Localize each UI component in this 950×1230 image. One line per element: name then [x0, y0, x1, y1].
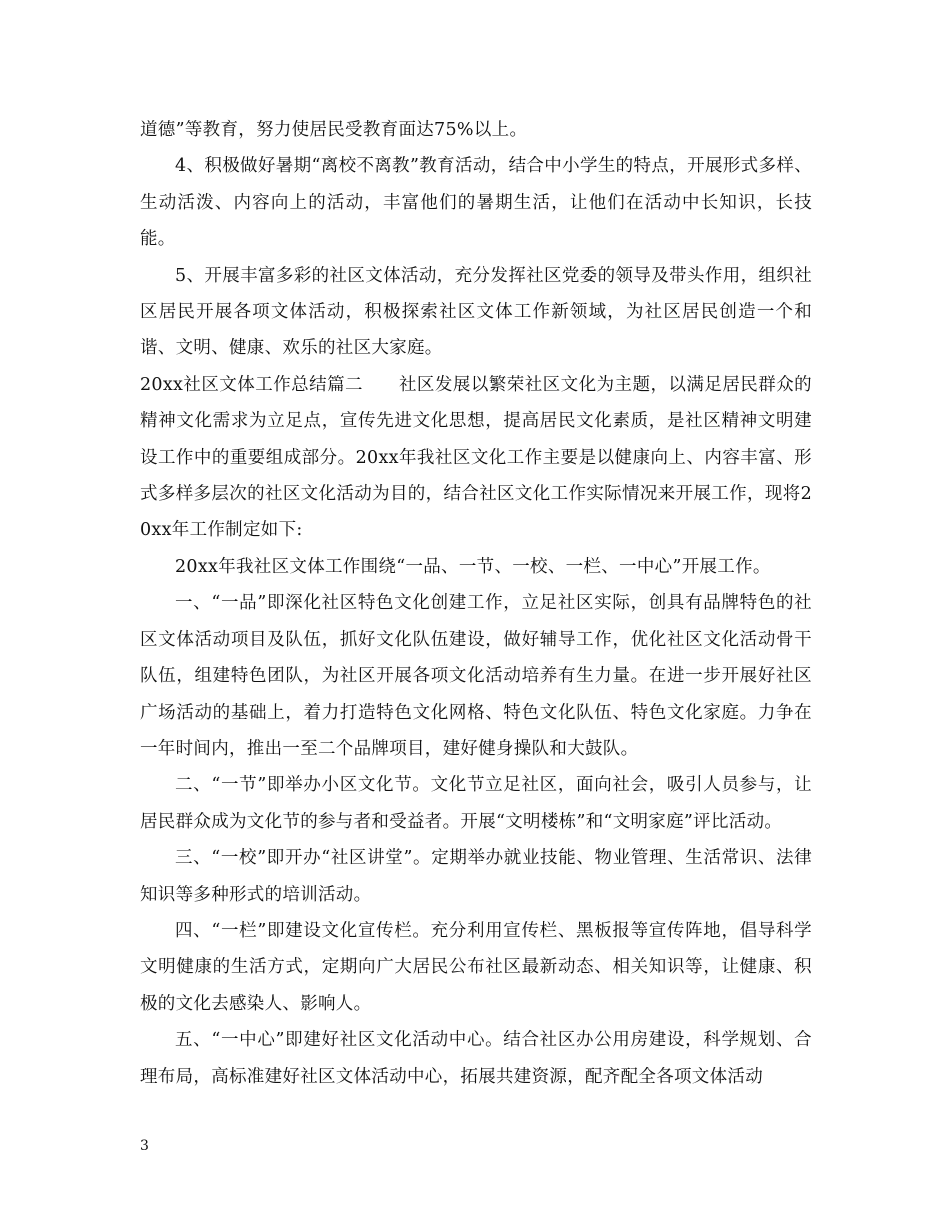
paragraph-10: 五、“一中心”即建好社区文化活动中心。结合社区办公用房建设，科学规划、合理布局，高标准建好社区文体活动中心，拓展共建资源，配齐配全各项文体活动	[140, 1030, 812, 1087]
document-body	[140, 112, 812, 1095]
paragraph-9: 四、“一栏”即建设文化宣传栏。充分利用宣传栏、黑板报等宣传阵地，倡导科学文明健康的生活方式，定期向广大居民公布社区最新动态、相关知识等，让健康、积极的文化去感染人、影响人。	[140, 920, 812, 1014]
page-number: 3	[140, 1138, 149, 1154]
paragraph-3: 5、开展丰富多彩的社区文体活动，充分发挥社区党委的领导及带头作用，组织社区居民开展各项文体活动，积极探索社区文体工作新领域，为社区居民创造一个和谐、文明、健康、欢乐的社区大家庭。	[140, 265, 812, 359]
paragraph-2: 4、积极做好暑期“离校不离教”教育活动，结合中小学生的特点，开展形式多样、生动活泼、内容向上的活动，丰富他们的暑期生活，让他们在活动中长知识，长技能。	[140, 156, 812, 250]
paragraph-8: 三、“一校”即开办“社区讲堂”。定期举办就业技能、物业管理、生活常识、法律知识等多种形式的培训活动。	[140, 848, 812, 905]
paragraph-7: 二、“一节”即举办小区文化节。文化节立足社区，面向社会，吸引人员参与，让居民群众成为文化节的参与者和受益者。开展“文明楼栋”和“文明家庭”评比活动。	[140, 775, 812, 832]
paragraph-1: 道德”等教育，努力使居民受教育面达75%以上。	[140, 120, 528, 140]
paragraph-5: 20xx年我社区文体工作围绕“一品、一节、一校、一栏、一中心”开展工作。	[175, 556, 771, 577]
paragraph-6: 一、“一品”即深化社区特色文化创建工作，立足社区实际，创具有品牌特色的社区文体活动项目及队伍，抓好文化队伍建设，做好辅导工作，优化社区文化活动骨干队伍，组建特色团队，为社区开展各项文化活动培养有生力量。在进一步开展好社区广场活动的基础上，着力打造特色文化网格、特色文化队伍、特色文化家庭。力争在一年时间内，推出一至二个品牌项目，建好健身操队和大鼓队。	[140, 593, 812, 759]
paragraph-4-section-heading: 20xx社区文体工作总结篇二 社区发展以繁荣社区文化为主题，以满足居民群众的精神文化需求为立足点，宣传先进文化思想，提高居民文化素质，是社区精神文明建设工作中的重要组成部分。20xx年我社区文化工作主要是以健康向上、内容丰富、形式多样多层次的社区文化活动为目的，结合社区文化工作实际情况来开展工作，现将20xx年工作制定如下:	[140, 374, 812, 541]
